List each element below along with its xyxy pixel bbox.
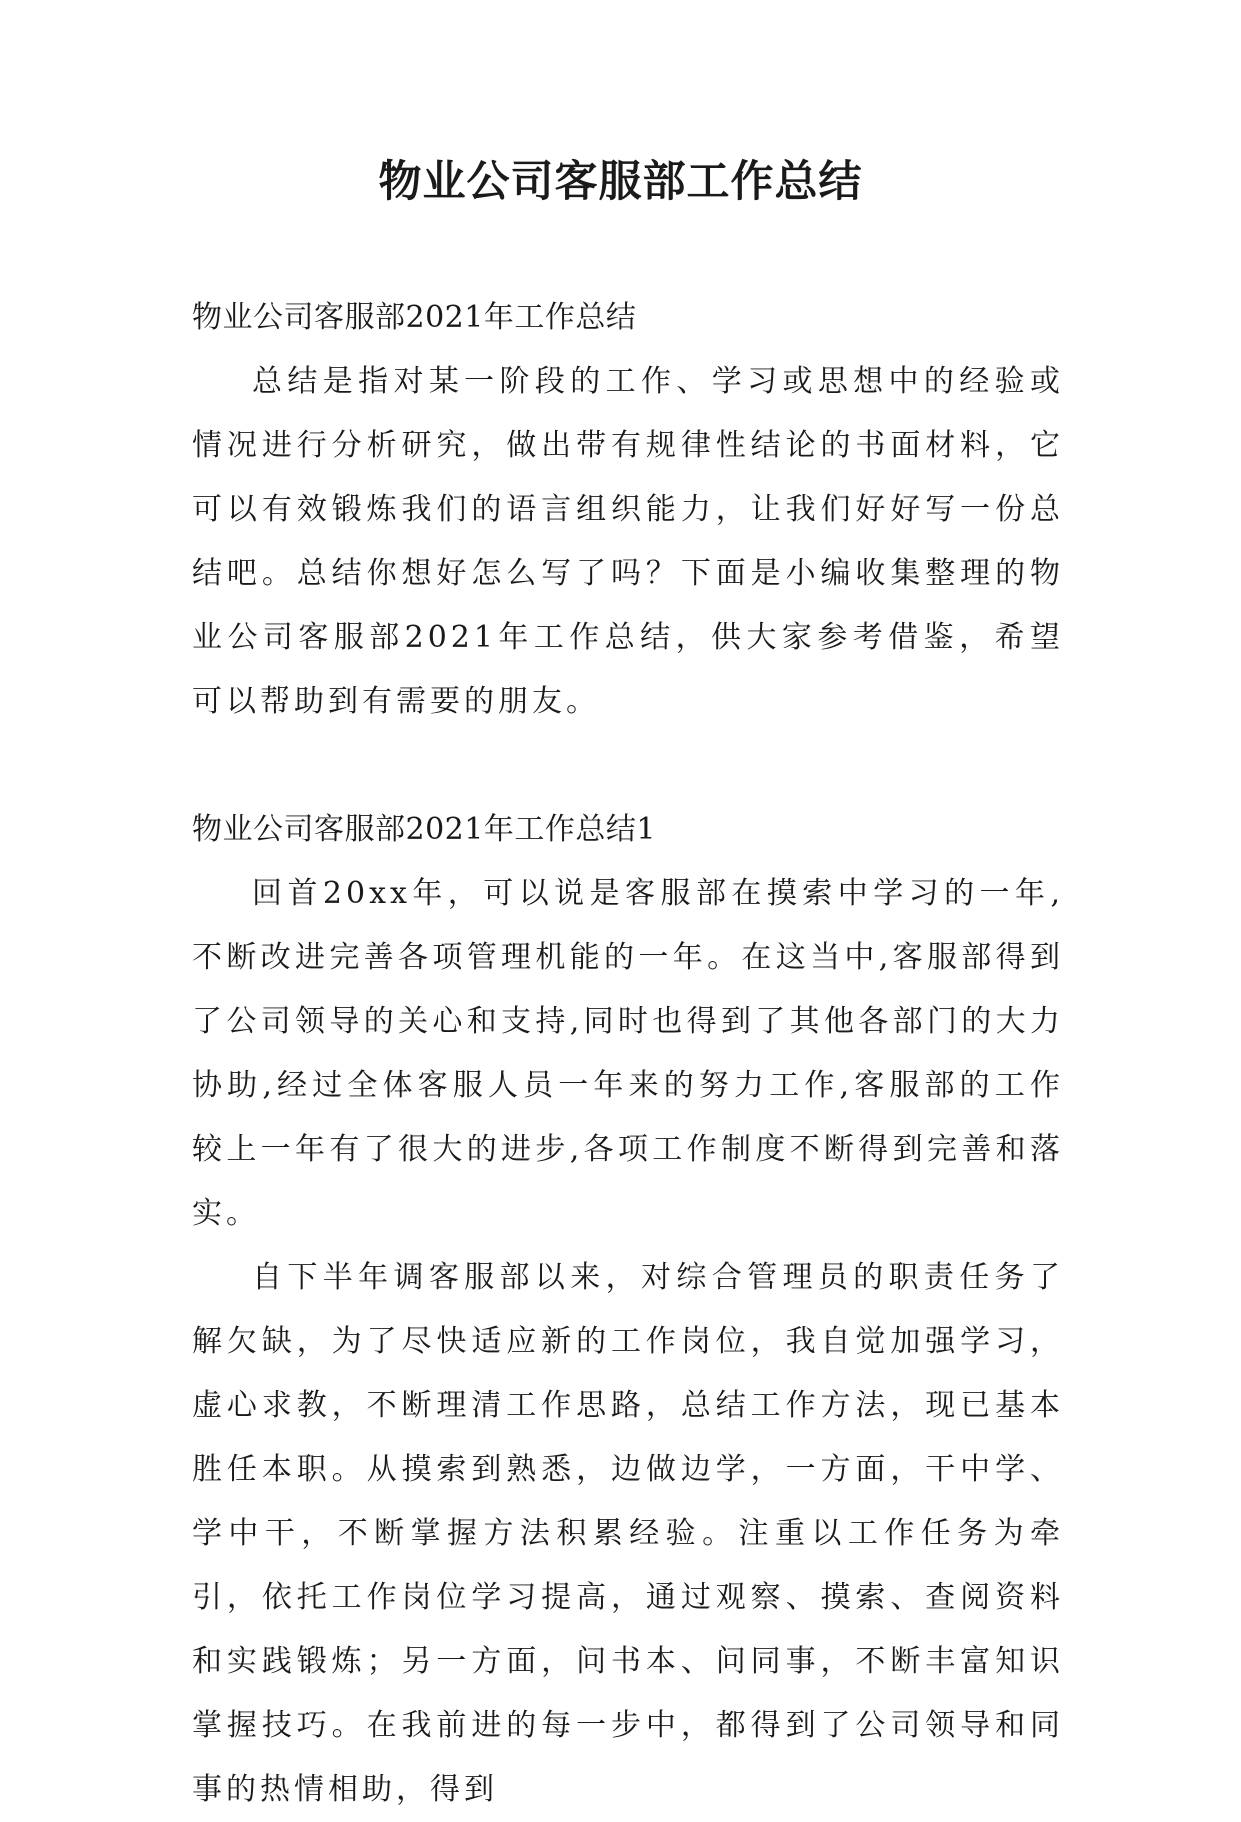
intro-paragraph: 总结是指对某一阶段的工作、学习或思想中的经验或情况进行分析研究，做出带有规律性结论的书面材料，它可以有效锻炼我们的语言组织能力，让我们好好写一份总结吧。总结你想好怎么写了吗？下面是小编收集整理的物业公司客服部2021年工作总结，供大家参考借鉴，希望可以帮助到有需要的朋友。 (192, 364, 1064, 719)
section-spacer (192, 734, 1064, 798)
body-paragraph-2: 自下半年调客服部以来，对综合管理员的职责任务了解欠缺，为了尽快适应新的工作岗位，我自觉加强学习，虚心求教，不断理清工作思路，总结工作方法，现已基本胜任本职。从摸索到熟悉，边做边学，一方面，干中学、学中干，不断掌握方法积累经验。注重以工作任务为牵引，依托工作岗位学习提高，通过观察、摸索、查阅资料和实践锻炼；另一方面，问书本、问同事，不断丰富知识掌握技巧。在我前进的每一步中，都得到了公司领导和同事的热情相助，得到 (192, 1260, 1064, 1807)
document-body (192, 286, 1064, 1822)
document-title: 物业公司客服部工作总结 (378, 157, 863, 207)
section-heading: 物业公司客服部2021年工作总结1 (192, 812, 656, 847)
body-paragraph-1: 回首20xx年，可以说是客服部在摸索中学习的一年,不断改进完善各项管理机能的一年。在这当中,客服部得到了公司领导的关心和支持,同时也得到了其他各部门的大力协助,经过全体客服人员一年来的努力工作,客服部的工作较上一年有了很大的进步,各项工作制度不断得到完善和落实。 (192, 876, 1064, 1231)
document-subtitle: 物业公司客服部2021年工作总结 (192, 300, 637, 335)
